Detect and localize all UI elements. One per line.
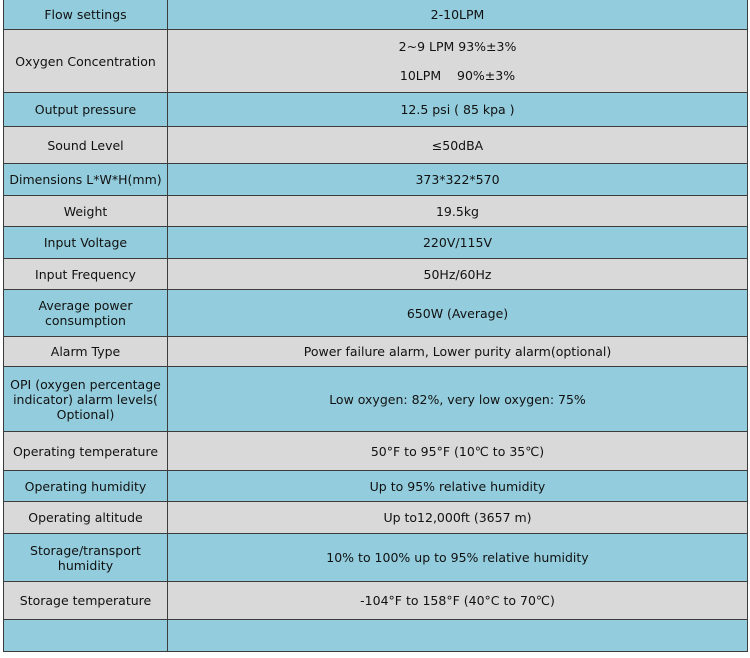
- param-value: Up to12,000ft (3657 m): [168, 502, 748, 534]
- param-value: 650W (Average): [168, 290, 748, 337]
- table-row: [4, 471, 748, 502]
- specifications-table: [3, 0, 748, 652]
- param-value: [168, 30, 748, 93]
- param-label: Operating humidity: [4, 471, 168, 502]
- param-label: Storage/transport humidity: [4, 534, 168, 582]
- param-value: 2-10LPM: [168, 0, 748, 30]
- param-label: [4, 620, 168, 652]
- param-label: Average power consumption: [4, 290, 168, 337]
- param-label: Dimensions L*W*H(mm): [4, 164, 168, 196]
- param-value: 10% to 100% up to 95% relative humidity: [168, 534, 748, 582]
- param-value: 12.5 psi ( 85 kpa ): [168, 93, 748, 127]
- param-value: 220V/115V: [168, 227, 748, 259]
- param-label: Flow settings: [4, 0, 168, 30]
- table-row: [4, 290, 748, 337]
- param-label: Operating temperature: [4, 432, 168, 471]
- param-value: Up to 95% relative humidity: [168, 471, 748, 502]
- param-value: ≤50dBA: [168, 127, 748, 164]
- table-row: [4, 432, 748, 471]
- param-label: Weight: [4, 196, 168, 227]
- table-row: [4, 227, 748, 259]
- table-row: [4, 127, 748, 164]
- table-row: [4, 620, 748, 652]
- table-row: [4, 259, 748, 290]
- table-row: [4, 337, 748, 367]
- param-label: Alarm Type: [4, 337, 168, 367]
- param-value: 50°F to 95°F (10℃ to 35℃): [168, 432, 748, 471]
- table-row: [4, 534, 748, 582]
- param-label: Output pressure: [4, 93, 168, 127]
- param-value: Power failure alarm, Lower purity alarm(optional): [168, 337, 748, 367]
- param-label: Sound Level: [4, 127, 168, 164]
- param-value: -104°F to 158°F (40°C to 70℃): [168, 582, 748, 620]
- table-row: [4, 502, 748, 534]
- param-value: Low oxygen: 82%, very low oxygen: 75%: [168, 367, 748, 432]
- table-row: [4, 93, 748, 127]
- param-value: 50Hz/60Hz: [168, 259, 748, 290]
- param-value-line: 2~9 LPM 93%±3%: [398, 39, 517, 54]
- table-row: [4, 30, 748, 93]
- table-row: [4, 164, 748, 196]
- param-value: 373*322*570: [168, 164, 748, 196]
- param-label: Storage temperature: [4, 582, 168, 620]
- table-row: [4, 582, 748, 620]
- table-row: [4, 367, 748, 432]
- param-label: Input Voltage: [4, 227, 168, 259]
- param-value: 19.5kg: [168, 196, 748, 227]
- param-label: Input Frequency: [4, 259, 168, 290]
- param-label: Oxygen Concentration: [4, 30, 168, 93]
- param-value: [168, 620, 748, 652]
- param-value-line: 10LPM 90%±3%: [399, 68, 516, 83]
- param-label: Operating altitude: [4, 502, 168, 534]
- table-row: [4, 196, 748, 227]
- param-label: OPI (oxygen percentage indicator) alarm levels( Optional): [4, 367, 168, 432]
- table-row: [4, 0, 748, 30]
